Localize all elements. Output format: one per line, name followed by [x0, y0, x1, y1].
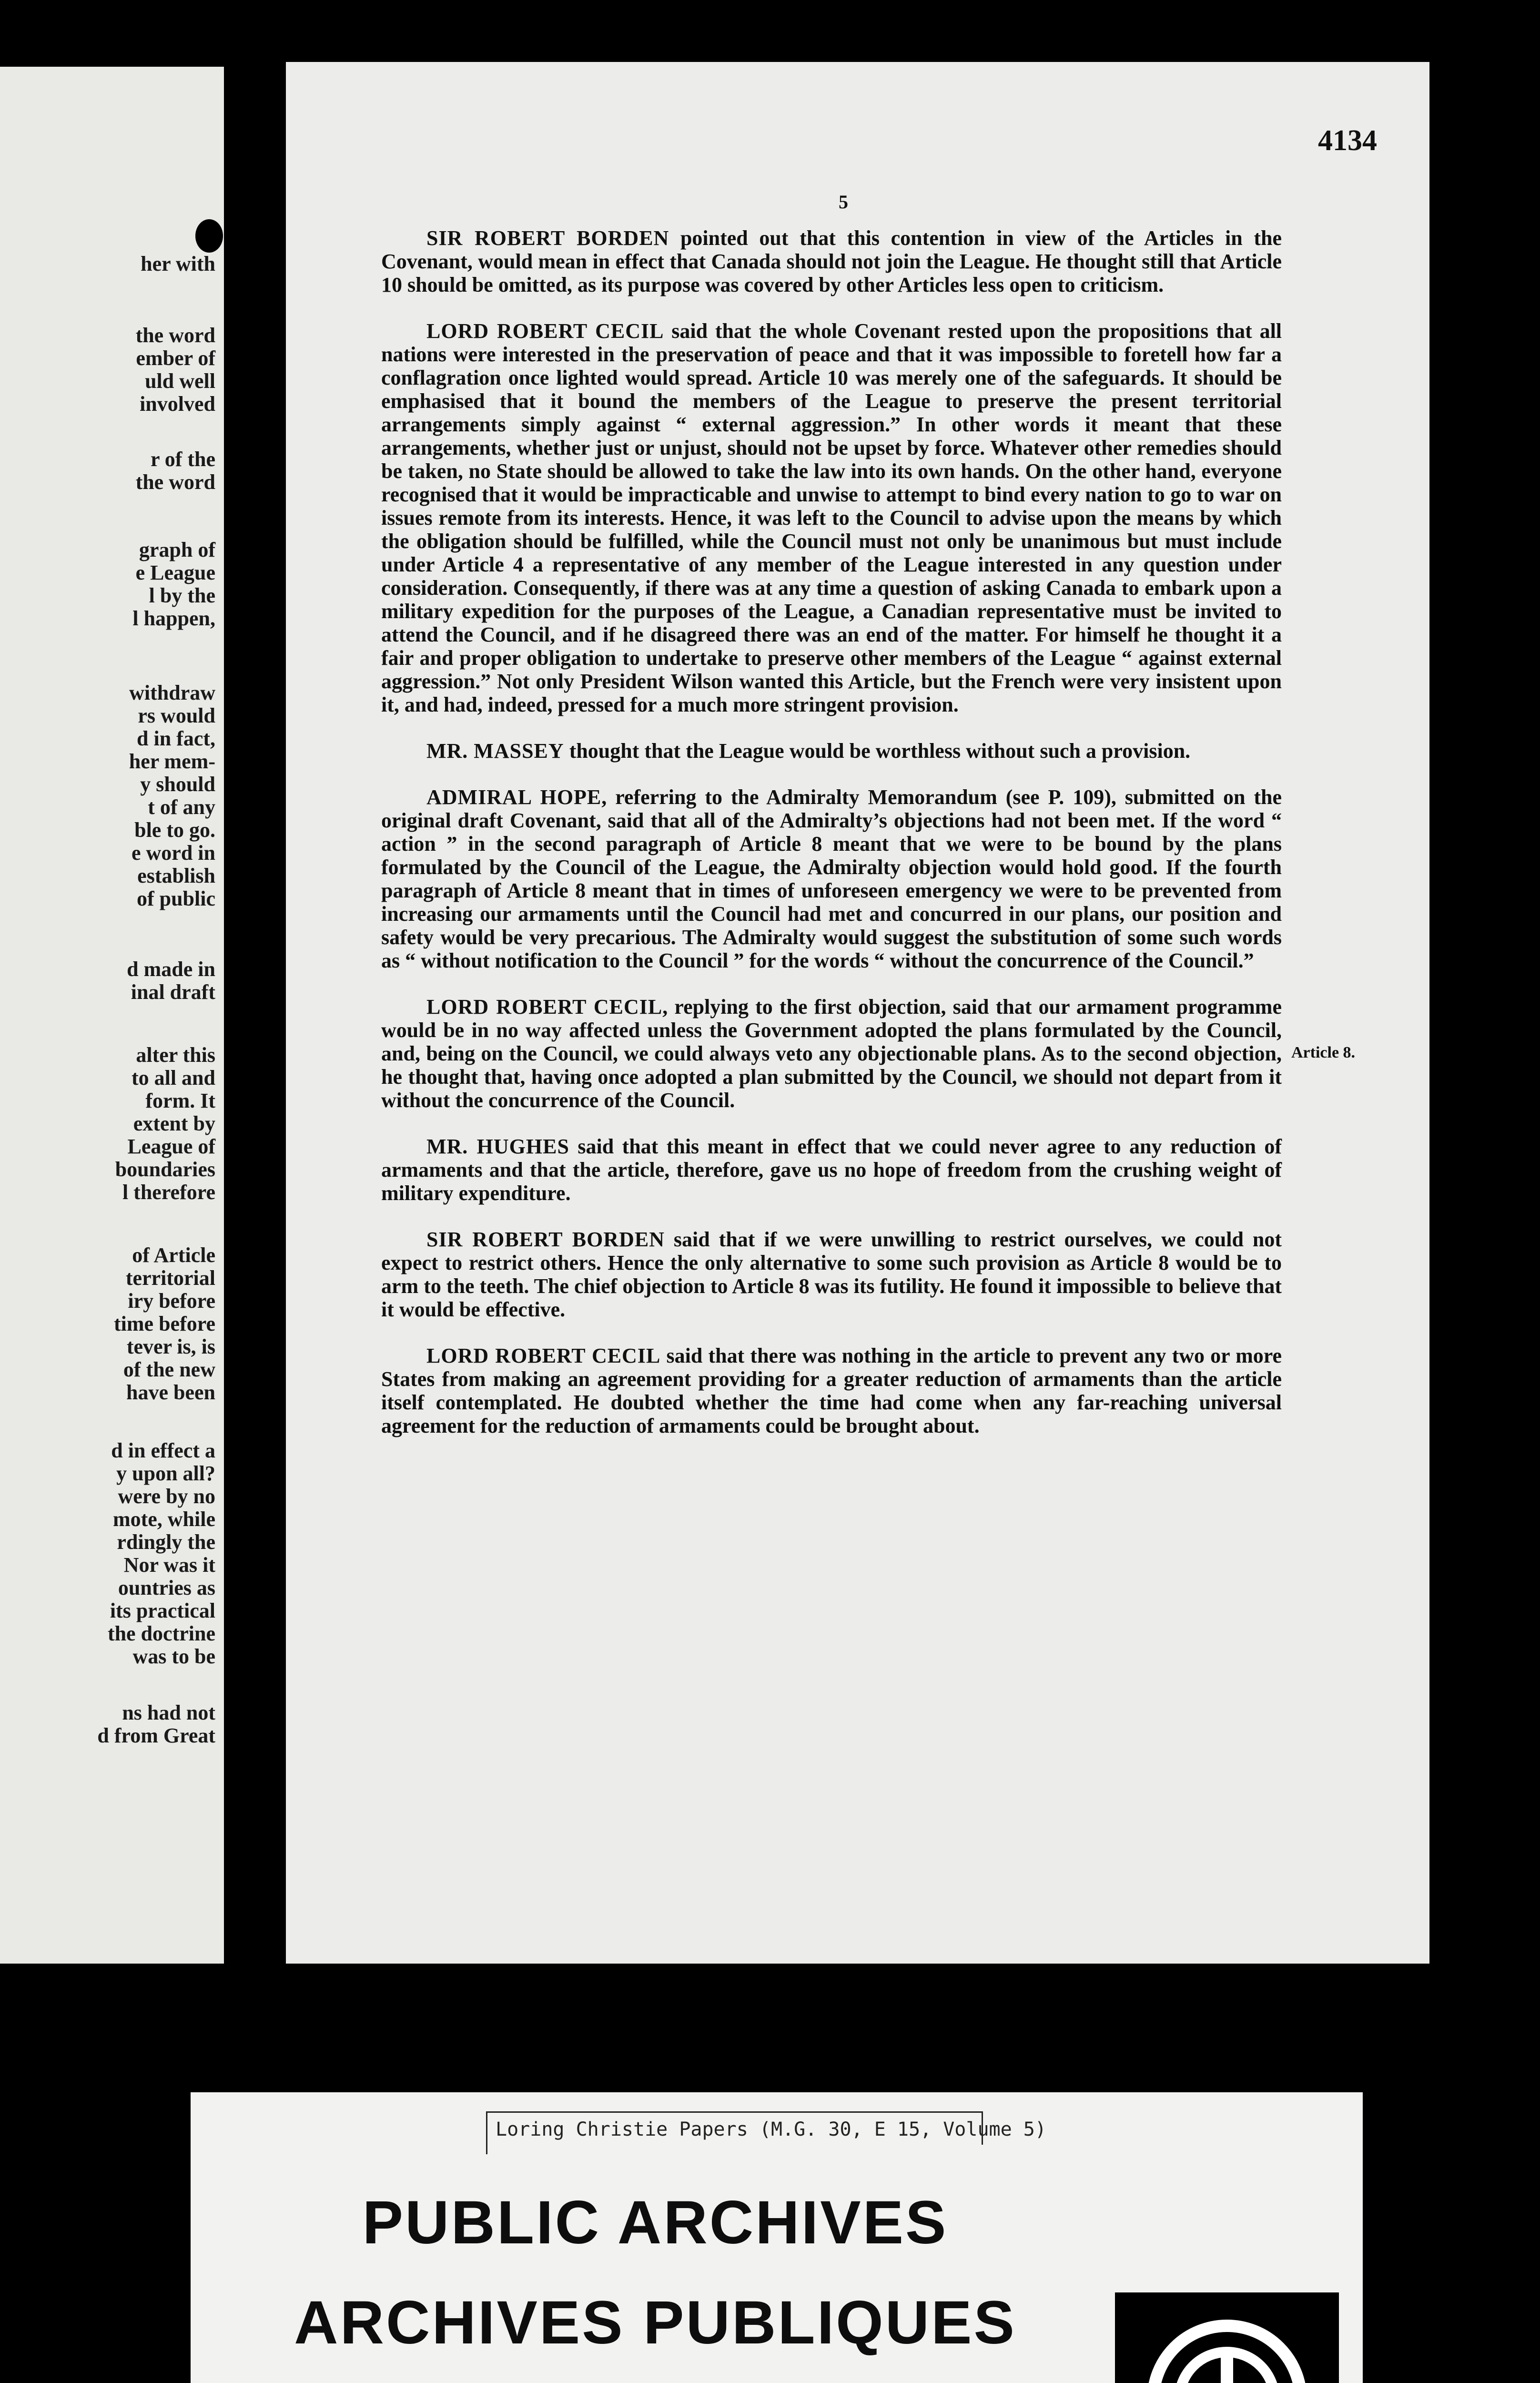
- page-number: 4134: [1318, 124, 1377, 157]
- paragraph: [381, 226, 1282, 296]
- paragraph-text: said that there was nothing in the article to prevent any two or more States from making an agreement providing for a greater reduction of armaments than the article itself contemplated. He doubted whether the time had come when any far-reaching universal agreement for the reduction of armaments could be brought about.: [381, 1344, 1282, 1437]
- left-fragment: ns had not d from Great: [97, 1701, 215, 1747]
- margin-note: Article 8.: [1291, 1044, 1356, 1061]
- paragraph-text: , referring to the Admiralty Memorandum (see P. 109), submitted on the original draft Covenant, said that all of the Admiralty’s objections had not been met. If the word “ action ” in the second paragraph of Article 8 meant that we were to be bound by the plans formulated by the Council of the League, the Admiralty objection would hold good. If the fourth paragraph of Article 8 meant that in times of unforeseen emergency we were to be prevented from increasing our armaments until the Council had met and concurred in our plans, our position and safety would be very precarious. The Admiralty would suggest the substitution of some such words as “ without notification to the Council ” for the words “ without the concurrence of the Council.”: [381, 785, 1282, 972]
- speaker: ADMIRAL HOPE: [426, 785, 602, 809]
- left-fragment: alter this to all and form. It extent by League of boundaries l therefore: [115, 1043, 215, 1204]
- paragraph-text: said that if we were unwilling to restrict ourselves, we could not expect to restrict others. Hence the only alternative to some such provision as Article 8 would be to arm to the teeth. The chief objection to Article 8 was its futility. He found it impossible to believe that it would be effective.: [381, 1228, 1282, 1321]
- left-page-fragment: [0, 67, 224, 1964]
- left-fragment: the word ember of uld well involved: [135, 324, 215, 416]
- punch-hole: [195, 219, 223, 253]
- left-fragment: d in effect a y upon all? were by no mote, while rdingly the Nor was it ountries as its practical the doctrine was to be: [107, 1439, 215, 1668]
- archive-title-english: PUBLIC ARCHIVES: [362, 2189, 948, 2257]
- paragraph: [381, 739, 1282, 763]
- left-fragment: graph of e League l by the l happen,: [132, 538, 215, 630]
- section-number: 5: [839, 191, 848, 213]
- paragraph: [381, 1228, 1282, 1321]
- speaker: SIR ROBERT BORDEN: [426, 226, 669, 250]
- paragraph-text: said that the whole Covenant rested upon the propositions that all nations were interested in the preservation of peace and that it was impossible to foretell how far a conflagration once lighted would spread. Article 10 was merely one of the safeguards. It should be emphasised that it bound the members of the League to preserve the present territorial arrangements simply against “ external aggression.” In other words it meant that these arrangements, whether just or unjust, should not be upset by force. Whatever other remedies should be taken, no State should be allowed to take the law into its own hands. On the other hand, everyone recognised that it would be impracticable and unwise to attempt to bind every nation to go to war on issues remote from its interests. Hence, it was left to the Council to advise upon the means by which the obligation should be fulfilled, while the Council must not only be unanimous but must include under Article 4 a representative of any member of the League interested in any question under consideration. Consequently, if there was at any time a question of asking Canada to embark upon a military expedition for the purposes of the League, a Canadian representative must be invited to attend the Council, and if he disagreed there was an end of the matter. For himself he thought it a fair and proper obligation to undertake to preserve other members of the League “ against external aggression.” Not only President Wilson wanted this Article, but the French were very insistent upon it, and had, indeed, pressed for a much more stringent provision.: [381, 319, 1282, 716]
- speaker: SIR ROBERT BORDEN: [426, 1228, 665, 1251]
- speaker: LORD ROBERT CECIL: [426, 1344, 661, 1367]
- paragraph: [381, 1344, 1282, 1437]
- label-border: [486, 2111, 487, 2154]
- paragraph: [381, 319, 1282, 716]
- document-page: [286, 62, 1429, 1964]
- left-fragment: her with: [141, 252, 215, 275]
- paragraph-text: , replying to the first objection, said that our armament programme would be in no way affected unless the Government adopted the plans formulated by the Council, and, being on the Council, we could always veto any objectionable plans. As to the second objection, he thought that, having once adopted a plan submitted by the Council, we should not depart from it without the concurrence of the Council.: [381, 995, 1282, 1112]
- archive-reference-label: Loring Christie Papers (M.G. 30, E 15, Volume 5): [496, 2118, 1046, 2140]
- minutes-text: [381, 226, 1282, 1460]
- paragraph: [381, 785, 1282, 972]
- label-border: [486, 2111, 982, 2113]
- archive-title-french: ARCHIVES PUBLIQUES: [294, 2289, 1016, 2357]
- speaker: MR. MASSEY: [426, 739, 564, 763]
- paragraph-text: said that this meant in effect that we could never agree to any reduction of armaments and that the article, therefore, gave us no hope of freedom from the crushing weight of military expenditure.: [381, 1135, 1282, 1205]
- paragraph: [381, 995, 1282, 1112]
- archives-logo-icon: [1115, 2292, 1339, 2383]
- speaker: MR. HUGHES: [426, 1135, 569, 1158]
- left-fragment: d made in inal draft: [127, 957, 215, 1004]
- left-fragment: of Article territorial iry before time before tever is, is of the new have been: [114, 1243, 215, 1404]
- paragraph-text: thought that the League would be worthless without such a provision.: [564, 739, 1191, 763]
- speaker: LORD ROBERT CECIL: [426, 995, 663, 1018]
- left-fragment: r of the the word: [135, 448, 215, 494]
- left-fragment: withdraw rs would d in fact, her mem- y should t of any ble to go. e word in establish of public: [129, 681, 215, 910]
- paragraph: [381, 1135, 1282, 1205]
- speaker: LORD ROBERT CECIL: [426, 319, 664, 343]
- paragraph-text: pointed out that this contention in view of the Articles in the Covenant, would mean in effect that Canada should not join the League. He thought still that Article 10 should be omitted, as its purpose was covered by other Articles less open to criticism.: [381, 226, 1282, 296]
